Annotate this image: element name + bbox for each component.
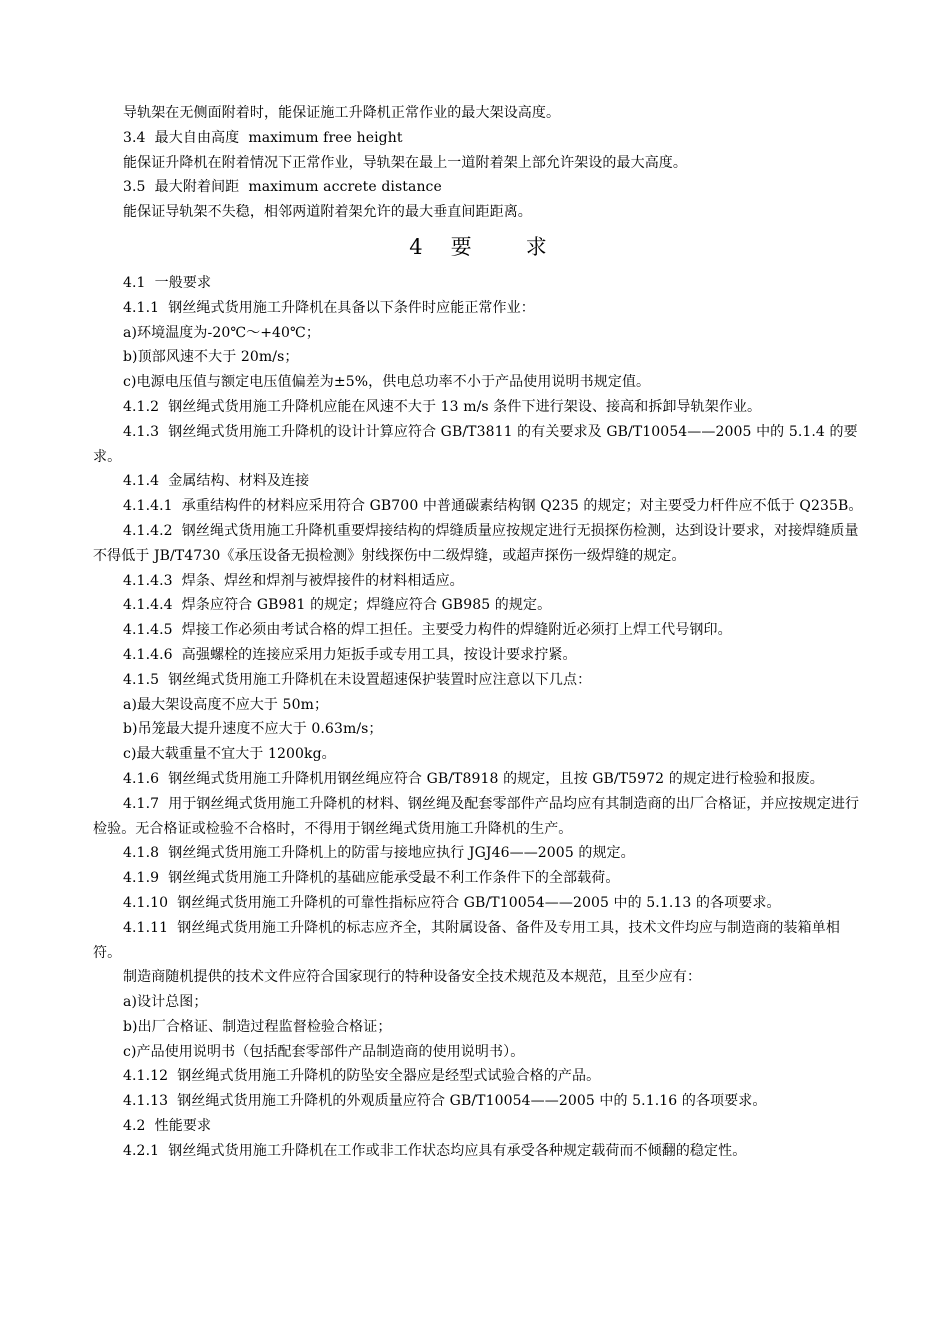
list-item: c)产品使用说明书（包括配套零部件产品制造商的使用说明书）。: [123, 1043, 525, 1060]
clause-heading-4-2: 4.2 性能要求: [123, 1118, 212, 1135]
clause-4-1-10: 4.1.10 钢丝绳式货用施工升降机的可靠性指标应符合 GB/T10054——2005 中的 5.1.13 的各项要求。: [123, 894, 781, 911]
paragraph: 能保证升降机在附着情况下正常作业，导轨架在最上一道附着架上部允许架设的最大高度。: [123, 154, 687, 171]
clause-heading-4-1: 4.1 一般要求: [123, 274, 212, 291]
clause-4-1-7: 4.1.7 用于钢丝绳式货用施工升降机的材料、钢丝绳及配套零部件产品均应有其制造商的出厂合格证，并应按规定进行检验。无合格证或检验不合格时，不得用于钢丝绳式货用施工升降机的生产。: [93, 795, 860, 837]
clause-4-1-13: 4.1.13 钢丝绳式货用施工升降机的外观质量应符合 GB/T10054——2005 中的 5.1.16 的各项要求。: [123, 1093, 767, 1110]
clause-4-1-12: 4.1.12 钢丝绳式货用施工升降机的防坠安全器应是经型式试验合格的产品。: [123, 1068, 601, 1085]
list-item: b)顶部风速不大于 20m/s；: [123, 349, 299, 366]
list-item: b)吊笼最大提升速度不应大于 0.63m/s；: [123, 721, 383, 738]
clause-4-1-4-3: 4.1.4.3 焊条、焊丝和焊剂与被焊接件的材料相适应。: [123, 572, 464, 589]
list-item: b)出厂合格证、制造过程监督检验合格证；: [123, 1018, 392, 1035]
list-item: a)最大架设高度不应大于 50m；: [123, 696, 329, 713]
list-item: a)设计总图；: [123, 994, 208, 1011]
clause-heading-4-1-4: 4.1.4 金属结构、材料及连接: [123, 473, 310, 490]
paragraph: 能保证导轨架不失稳，相邻两道附着架允许的最大垂直间距距离。: [123, 204, 532, 221]
paragraph: 制造商随机提供的技术文件应符合国家现行的特种设备安全技术规范及本规范，且至少应有：: [123, 969, 702, 986]
clause-4-1-4-2: 4.1.4.2 钢丝绳式货用施工升降机重要焊接结构的焊缝质量应按规定进行无损探伤检测，达到设计要求，对接焊缝质量不得低于 JB/T4730《承压设备无损检测》射线探伤中二级焊缝，或超声探伤一级焊缝的规定。: [93, 522, 859, 564]
clause-heading-3-4: 3.4 最大自由高度 maximum free height: [123, 129, 403, 146]
clause-4-1-4-1: 4.1.4.1 承重结构件的材料应采用符合 GB700 中普通碳素结构钢 Q235 的规定；对主要受力杆件应不低于 Q235B。: [123, 498, 863, 515]
clause-4-1-11: 4.1.11 钢丝绳式货用施工升降机的标志应齐全，其附属设备、备件及专用工具，技术文件均应与制造商的装箱单相符。: [93, 919, 840, 961]
list-item: c)电源电压值与额定电压值偏差为±5%，供电总功率不小于产品使用说明书规定值。: [123, 374, 651, 391]
clause-4-1-4-5: 4.1.4.5 焊接工作必须由考试合格的焊工担任。主要受力构件的焊缝附近必须打上焊工代号钢印。: [123, 622, 732, 639]
clause-4-2-1: 4.2.1 钢丝绳式货用施工升降机在工作或非工作状态均应具有承受各种规定载荷而不倾翻的稳定性。: [123, 1142, 747, 1159]
paragraph: 导轨架在无侧面附着时，能保证施工升降机正常作业的最大架设高度。: [123, 105, 561, 121]
clause-4-1-2: 4.1.2 钢丝绳式货用施工升降机应能在风速不大于 13 m/s 条件下进行架设、接高和拆卸导轨架作业。: [123, 398, 762, 415]
list-item: a)环境温度为-20℃～+40℃；: [123, 324, 320, 341]
clause-heading-3-5: 3.5 最大附着间距 maximum accrete distance: [123, 179, 442, 196]
section-heading: 4 要 求: [409, 234, 549, 259]
list-item: c)最大载重量不宜大于 1200kg。: [123, 746, 336, 763]
document-page: [93, 101, 865, 1164]
clause-4-1-3: 4.1.3 钢丝绳式货用施工升降机的设计计算应符合 GB/T3811 的有关要求及 GB/T10054——2005 中的 5.1.4 的要求。: [93, 423, 858, 465]
clause-4-1-4-4: 4.1.4.4 焊条应符合 GB981 的规定；焊缝应符合 GB985 的规定。: [123, 597, 552, 614]
clause-4-1-4-6: 4.1.4.6 高强螺栓的连接应采用力矩扳手或专用工具，按设计要求拧紧。: [123, 646, 577, 663]
clause-4-1-6: 4.1.6 钢丝绳式货用施工升降机用钢丝绳应符合 GB/T8918 的规定，且按 GB/T5972 的规定进行检验和报废。: [123, 770, 824, 787]
clause-4-1-8: 4.1.8 钢丝绳式货用施工升降机上的防雷与接地应执行 JGJ46——2005 的规定。: [123, 845, 635, 862]
clause-4-1-9: 4.1.9 钢丝绳式货用施工升降机的基础应能承受最不利工作条件下的全部载荷。: [123, 870, 620, 887]
clause-4-1-5: 4.1.5 钢丝绳式货用施工升降机在未设置超速保护装置时应注意以下几点：: [123, 671, 592, 688]
clause-4-1-1: 4.1.1 钢丝绳式货用施工升降机在具备以下条件时应能正常作业：: [123, 299, 535, 316]
